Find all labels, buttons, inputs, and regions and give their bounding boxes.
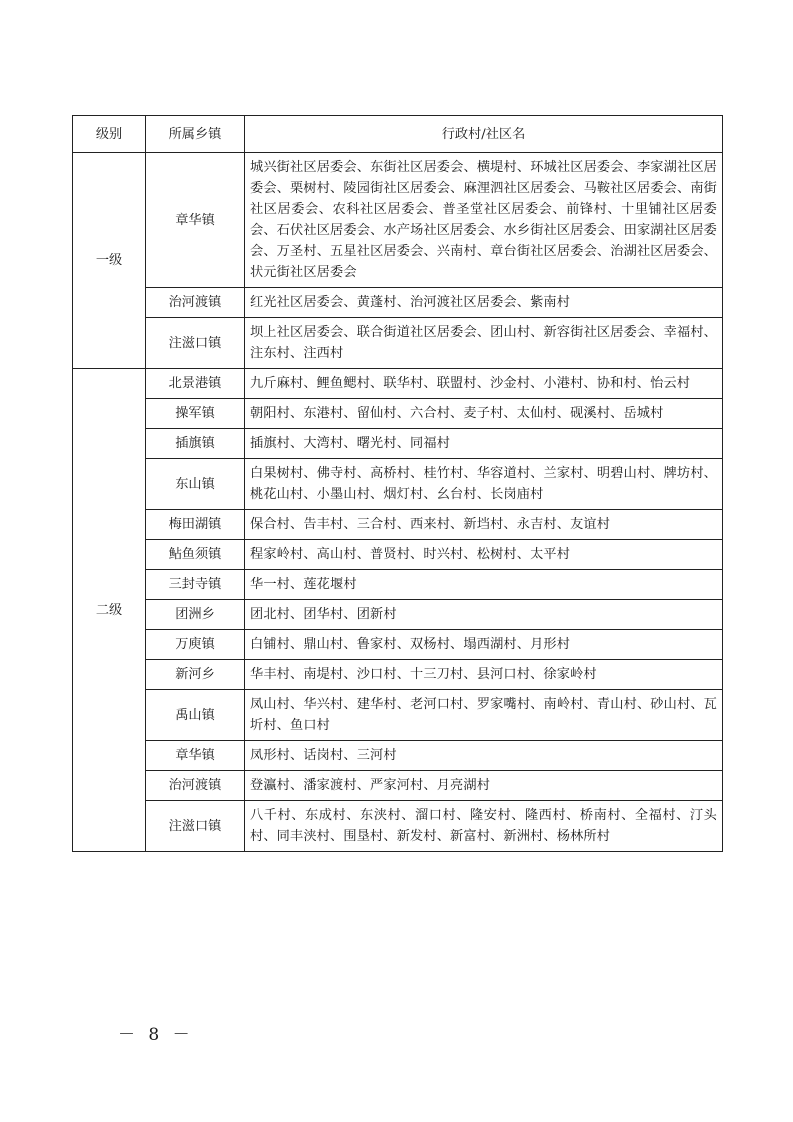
table-row	[73, 153, 723, 288]
village-names-cell: 白果树村、佛寺村、高桥村、桂竹村、华容道村、兰家村、明碧山村、牌坊村、桃花山村、小墨山村、烟灯村、幺台村、长岗庙村	[245, 459, 723, 510]
town-cell: 东山镇	[146, 459, 245, 510]
village-names-cell: 插旗村、大湾村、曙光村、同福村	[245, 429, 723, 459]
village-names-cell: 八千村、东成村、东浃村、溜口村、隆安村、隆西村、桥南村、全福村、汀头村、同丰浃村、围垦村、新发村、新富村、新洲村、杨林所村	[245, 801, 723, 852]
town-cell: 插旗镇	[146, 429, 245, 459]
village-names-cell: 团北村、团华村、团新村	[245, 600, 723, 630]
town-cell: 万庾镇	[146, 630, 245, 660]
town-cell: 三封寺镇	[146, 570, 245, 600]
table-row	[73, 459, 723, 510]
town-cell: 梅田湖镇	[146, 510, 245, 540]
town-cell: 禹山镇	[146, 690, 245, 741]
village-names-cell: 城兴街社区居委会、东街社区居委会、横堤村、环城社区居委会、李家湖社区居委会、栗树村、陵园街社区居委会、麻浬泗社区居委会、马鞍社区居委会、南街社区居委会、农科社区居委会、普圣堂社区居委会、前锋村、十里铺社区居委会、石伏社区居委会、水产场社区居委会、水乡街社区居委会、田家湖社区居委会、万圣村、五星社区居委会、兴南村、章台街社区居委会、治湖社区居委会、状元街社区居委会	[245, 153, 723, 288]
table-row	[73, 369, 723, 399]
village-names-cell: 程家岭村、高山村、普贤村、时兴村、松树村、太平村	[245, 540, 723, 570]
town-cell: 团洲乡	[146, 600, 245, 630]
town-cell: 章华镇	[146, 153, 245, 288]
town-cell: 治河渡镇	[146, 771, 245, 801]
town-cell: 注滋口镇	[146, 801, 245, 852]
table-row	[73, 399, 723, 429]
table-row	[73, 741, 723, 771]
table-row	[73, 288, 723, 318]
village-names-cell: 保合村、告丰村、三合村、西来村、新垱村、永吉村、友谊村	[245, 510, 723, 540]
table-row	[73, 630, 723, 660]
town-cell: 鲇鱼须镇	[146, 540, 245, 570]
header-town: 所属乡镇	[146, 116, 245, 153]
village-names-cell: 坝上社区居委会、联合街道社区居委会、团山村、新容街社区居委会、幸福村、注东村、注西村	[245, 318, 723, 369]
village-names-cell: 九斤麻村、鲤鱼鳃村、联华村、联盟村、沙金村、小港村、协和村、怡云村	[245, 369, 723, 399]
table-row	[73, 510, 723, 540]
table-row	[73, 570, 723, 600]
village-level-table	[72, 115, 723, 852]
village-names-cell: 凤形村、话岗村、三河村	[245, 741, 723, 771]
village-names-cell: 凤山村、华兴村、建华村、老河口村、罗家嘴村、南岭村、青山村、砂山村、瓦圻村、鱼口村	[245, 690, 723, 741]
table-row	[73, 318, 723, 369]
village-names-cell: 朝阳村、东港村、留仙村、六合村、麦子村、太仙村、砚溪村、岳城村	[245, 399, 723, 429]
page-number: － 8 －	[118, 1025, 194, 1045]
header-village-names: 行政村/社区名	[245, 116, 723, 153]
table-row	[73, 540, 723, 570]
town-cell: 新河乡	[146, 660, 245, 690]
level-cell: 二级	[73, 369, 146, 852]
village-names-cell: 红光社区居委会、黄蓬村、治河渡社区居委会、紫南村	[245, 288, 723, 318]
table-row	[73, 660, 723, 690]
table-row	[73, 690, 723, 741]
header-level: 级别	[73, 116, 146, 153]
village-names-cell: 登瀛村、潘家渡村、严家河村、月亮湖村	[245, 771, 723, 801]
table-row	[73, 771, 723, 801]
table-row	[73, 600, 723, 630]
town-cell: 操军镇	[146, 399, 245, 429]
town-cell: 治河渡镇	[146, 288, 245, 318]
town-cell: 北景港镇	[146, 369, 245, 399]
table-header-row	[73, 116, 723, 153]
village-names-cell: 白铺村、鼎山村、鲁家村、双杨村、塌西湖村、月形村	[245, 630, 723, 660]
table-row	[73, 801, 723, 852]
level-cell: 一级	[73, 153, 146, 369]
town-cell: 章华镇	[146, 741, 245, 771]
town-cell: 注滋口镇	[146, 318, 245, 369]
table-row	[73, 429, 723, 459]
village-names-cell: 华丰村、南堤村、沙口村、十三刀村、县河口村、徐家岭村	[245, 660, 723, 690]
village-names-cell: 华一村、莲花堰村	[245, 570, 723, 600]
